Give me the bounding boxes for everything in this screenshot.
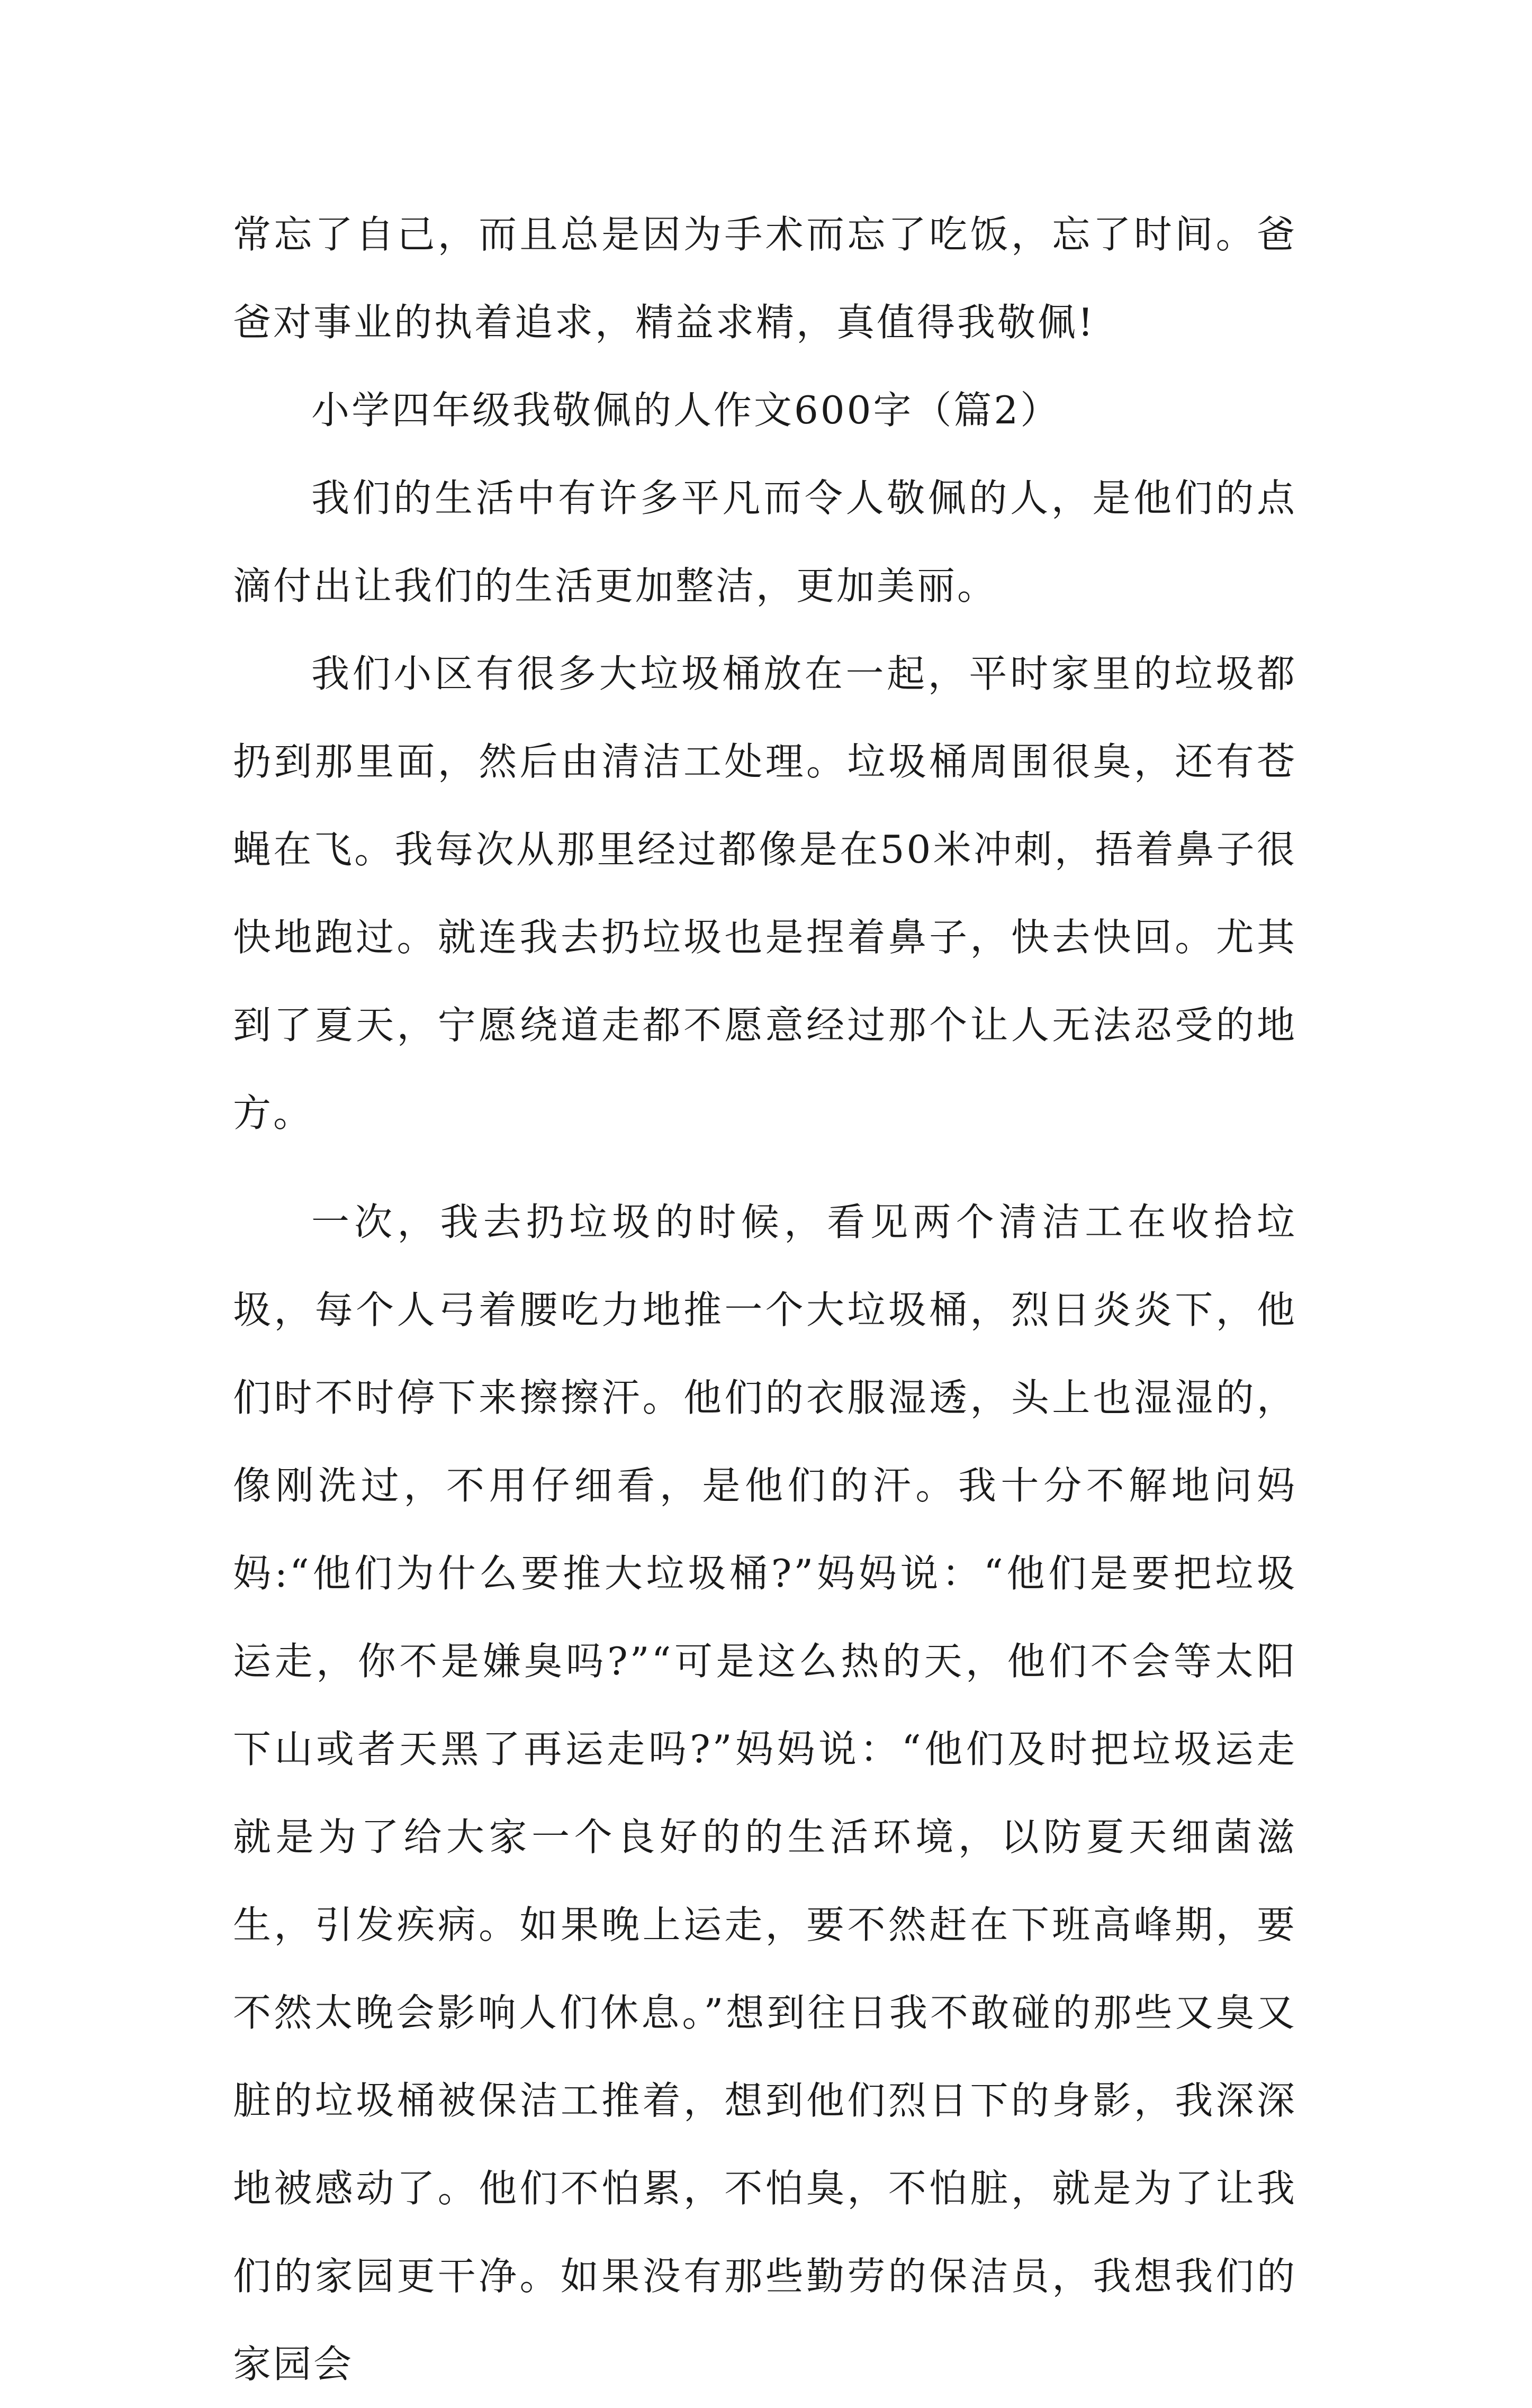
paragraph-intro: 我们的生活中有许多平凡而令人敬佩的人，是他们的点滴付出让我们的生活更加整洁，更加美丽。	[233, 476, 1297, 608]
paragraph-community: 我们小区有很多大垃圾桶放在一起，平时家里的垃圾都扔到那里面，然后由清洁工处理。垃圾桶周围很臭，还有苍蝇在飞。我每次从那里经过都像是在50米冲刺，捂着鼻子很快地跑过。就连我去扔垃圾也是捏着鼻子，快去快回。尤其到了夏天，宁愿绕道走都不愿意经过那个让人无法忍受的地方。	[233, 651, 1297, 1135]
paragraph-encounter: 一次，我去扔垃圾的时候，看见两个清洁工在收拾垃圾，每个人弓着腰吃力地推一个大垃圾桶，烈日炎炎下，他们时不时停下来擦擦汗。他们的衣服湿透，头上也湿湿的，像刚洗过，不用仔细看，是他们的汗。我十分不解地问妈妈:“他们为什么要推大垃圾桶?”妈妈说：“他们是要把垃圾运走，你不是嫌臭吗?”“可是这么热的天，他们不会等太阳下山或者天黑了再运走吗?”妈妈说：“他们及时把垃圾运走就是为了给大家一个良好的的生活环境，以防夏天细菌滋生，引发疾病。如果晚上运走，要不然赶在下班高峰期，要不然太晚会影响人们休息。”想到往日我不敢碰的那些又臭又脏的垃圾桶被保洁工推着，想到他们烈日下的身影，我深深地被感动了。他们不怕累，不怕臭，不怕脏，就是为了让我们的家园更干净。如果没有那些勤劳的保洁员，我想我们的家园会	[233, 1200, 1297, 2386]
essay-title: 小学四年级我敬佩的人作文600字（篇2）	[311, 388, 1061, 432]
paragraph-continuation: 常忘了自己，而且总是因为手术而忘了吃饭，忘了时间。爸爸对事业的执着追求，精益求精，真值得我敬佩!	[233, 212, 1297, 345]
document-body	[233, 191, 1297, 2408]
